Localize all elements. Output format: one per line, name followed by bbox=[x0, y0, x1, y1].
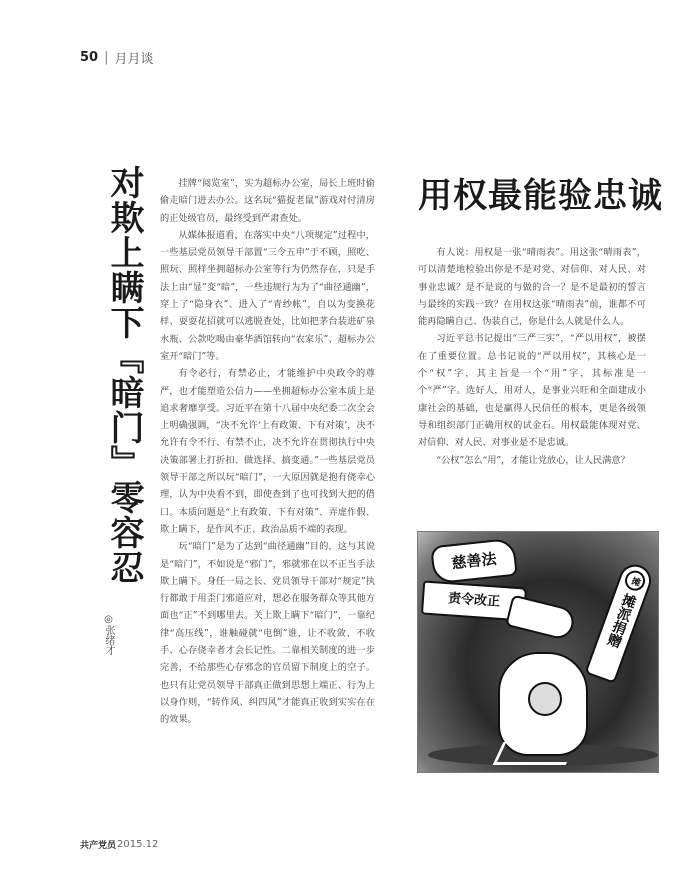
right-paragraph-2: 习近平总书记提出“三严三实”，“严以用权”，被摆在了重要位置。总书记说的“严以用权”，其核心是一个“权”字，其主旨是一个“用”字，其标准是一个“严”字。选好人，用对人，是事业兴旺和全面建成小康社会的基础，也是赢得人民信任的根本，更是各级领导和组织部门正确用权的试金石。用权最能体现对党、对信仰、对人民、对事业是不是忠诚。 bbox=[418, 333, 646, 449]
cartoon-banner-order-correction: 责令改正 bbox=[421, 580, 527, 621]
stick-text: 摊派捐赠 bbox=[604, 591, 639, 650]
page-number: 50 bbox=[80, 50, 99, 65]
header-separator: | bbox=[104, 50, 109, 65]
author-name: 张绪才 bbox=[103, 625, 114, 655]
left-paragraph-4: 玩“暗门”是为了达到“曲径通幽”目的，这与其说是“暗门”，不如说是“邪门”，邪就邪在以不正当手法欺上瞒下。身任一局之长、党员领导干部对“规定”执行都敢于用歪门邪道应对，想必在服务群众等其他方面也“正”不到哪里去。关上欺上瞒下“暗门”，一靠纪律“高压线”，谁触碰就“电倒”谁，让不收敛、不收手、心存侥幸者才会长记性。二靠相关制度的进一步完善，不给那些心存邪念的官员留下制度上的空子。也只有让党员领导干部真正做到思想上端正、行为上以身作则，“转作风、纠四风”才能真正收到实实在在的效果。 bbox=[160, 541, 375, 726]
left-article-title: 对欺上瞒下『暗门』零容忍 bbox=[104, 165, 144, 585]
seal-icon: 摊 bbox=[622, 568, 648, 594]
issue-number: 2015.12 bbox=[117, 839, 159, 850]
right-paragraph-3: “公权”怎么“用”，才能让党放心，让人民满意？ bbox=[436, 454, 630, 466]
right-article-body bbox=[418, 244, 646, 469]
left-paragraph-1: 挂牌“阅览室”，实为超标办公室，局长上班时偷偷走暗门进去办公。这名玩“猫捉老鼠”游戏对付清房的正处级官员，最终受到严肃查处。 bbox=[160, 178, 375, 224]
right-paragraph-1: 有人说：用权是一张“晴雨表”。用这张“晴雨表”，可以清楚地检验出你是不是对党、对信仰、对人民、对事业忠诚？是不是说的与做的合一？是不是最初的誓言与最终的实践一致？在用权这张“晴雨表”前，谁都不可能再隐瞒自己、伪装自己，你是什么人就是什么人。 bbox=[418, 247, 646, 328]
left-article-body bbox=[160, 175, 375, 729]
cartoon-stick-sign bbox=[584, 560, 655, 684]
left-paragraph-2: 从媒体报道看，在落实中央“八项规定”过程中，一些基层党员领导干部置“三令五申”于不顾，照吃、照玩、照样坐拥超标办公室等行为仍然存在，只是手法上由“显”变“暗”，一些违规行为为了“曲径通幽”，穿上了“隐身衣”、进入了“青纱帐”，自以为变换花样、耍耍花招就可以逃脱查处，比如把茅台装进矿泉水瓶、公款吃喝由豪华酒馆转向“农家乐”、超标办公室开“暗门”等。 bbox=[160, 229, 375, 362]
page-footer bbox=[80, 838, 158, 851]
section-name: 月月谈 bbox=[114, 52, 154, 67]
pointing-hand-icon bbox=[505, 594, 577, 641]
right-article-title: 用权最能验忠诚 bbox=[418, 176, 663, 216]
author-byline bbox=[95, 614, 115, 655]
left-paragraph-3: 有令必行，有禁必止，才能维护中央政令的尊严，也才能塑造公信力——坐拥超标办公室本质上是追求奢靡享受。习近平在第十八届中央纪委二次全会上明确强调，“决不允许‘上有政策、下有对策’，决不允许有令不行、有禁不止，决不允许在贯彻执行中央决策部署上打折扣、做选择、搞变通。”一些基层党员领导干部之所以玩“暗门”，一大原因就是抱有侥幸心理，认为中央看不到，即使查到了也可找到大把的借口。本质问题是“上有政策、下有对策”、弄虚作假、欺上瞒下，是作风不正、政治品质不端的表现。 bbox=[160, 368, 375, 535]
page-header bbox=[80, 48, 154, 67]
badge-icon bbox=[528, 682, 562, 716]
cartoon-banner-charity-law: 慈善法 bbox=[430, 538, 518, 585]
author-mark-icon: ◎ bbox=[103, 614, 114, 625]
running-legs-icon bbox=[493, 742, 577, 765]
editorial-cartoon bbox=[417, 531, 659, 773]
magazine-logo: 共产党员 bbox=[80, 841, 117, 851]
